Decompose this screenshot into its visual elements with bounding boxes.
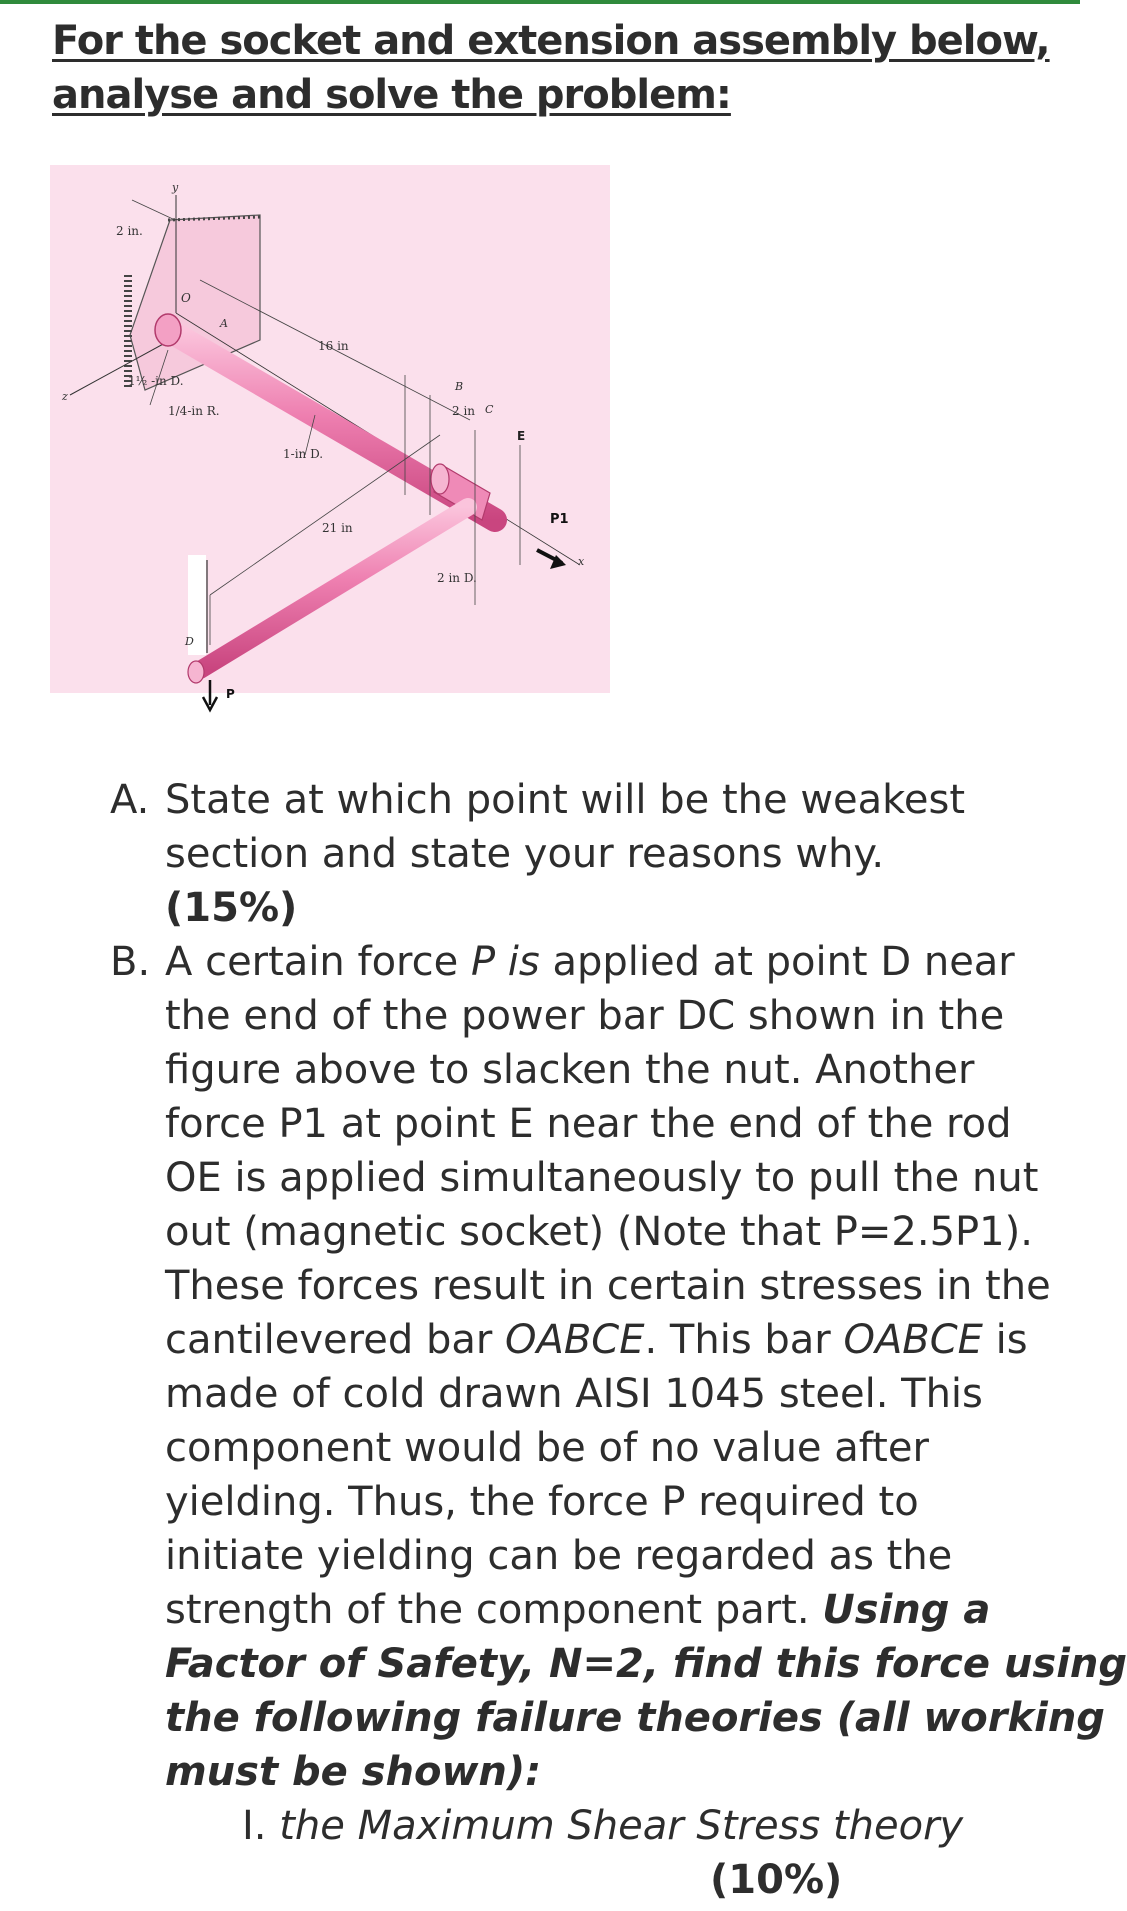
assembly-diagram <box>50 165 610 701</box>
page-heading <box>52 14 1050 122</box>
label-point-b: B <box>455 380 464 393</box>
part-b-line-7: These forces result in certain stresses in the <box>165 1263 1051 1309</box>
part-b-line-9: made of cold drawn AISI 1045 steel. This <box>165 1371 983 1417</box>
label-2in: 2 in. <box>116 224 143 238</box>
part-a-line-1: State at which point will be the weakest <box>165 777 966 823</box>
part-b-line-1: A certain force P is applied at point D near <box>165 939 1015 985</box>
label-point-c: C <box>485 403 494 416</box>
label-y-axis: y <box>172 181 179 194</box>
label-point-a: A <box>220 317 228 330</box>
top-accent-bar <box>0 0 1080 4</box>
part-b-line-12: initiate yielding can be regarded as the <box>165 1533 953 1579</box>
label-force-p1: P1 <box>550 512 569 527</box>
label-1in-d: 1-in D. <box>283 447 324 461</box>
label-quarter-in-r: 1/4-in R. <box>168 404 220 418</box>
label-16in: 16 in <box>318 339 349 353</box>
label-point-e: E <box>517 429 526 443</box>
part-b-line-4: force P1 at point E near the end of the rod <box>165 1101 1012 1147</box>
label-1-5in-d: 1½ -in D. <box>128 374 184 388</box>
heading-line-2: analyse and solve the problem: <box>52 72 731 118</box>
label-point-o: O <box>181 291 191 305</box>
part-a <box>110 773 1040 935</box>
label-2in-d: 2 in D. <box>437 571 477 585</box>
part-b <box>110 935 1127 1799</box>
part-a-percent: (15%) <box>165 885 298 931</box>
sub-item-marker: I. <box>242 1803 267 1849</box>
dim-21in-line <box>210 435 440 595</box>
sub-item-i <box>110 1799 1040 1853</box>
part-b-line-15: the following failure theories (all working <box>165 1695 1105 1741</box>
socket-extension-figure <box>50 165 610 701</box>
label-21in: 21 in <box>322 521 353 535</box>
part-b-line-14: Factor of Safety, N=2, find this force using <box>165 1641 1127 1687</box>
part-b-line-13: strength of the component part. Using a <box>165 1587 991 1633</box>
label-force-p: P <box>226 687 235 701</box>
label-x-axis: x <box>578 555 585 568</box>
sub-item-text: the Maximum Shear Stress theory <box>279 1803 964 1849</box>
part-b-line-16: must be shown): <box>165 1749 542 1795</box>
part-a-marker: A. <box>110 777 150 823</box>
part-b-line-6: out (magnetic socket) (Note that P=2.5P1). <box>165 1209 1033 1255</box>
question-body <box>110 773 1127 1907</box>
label-point-d: D <box>185 635 194 648</box>
part-a-line-2: section and state your reasons why. <box>165 831 885 877</box>
part-b-line-5: OE is applied simultaneously to pull the nut <box>165 1155 1039 1201</box>
heading-line-1: For the socket and extension assembly below, <box>52 18 1050 64</box>
rod-end-o <box>155 314 181 346</box>
label-2in-bc: 2 in <box>452 404 476 418</box>
sub-item-percent: (10%) <box>710 1857 843 1903</box>
part-b-line-10: component would be of no value after <box>165 1425 929 1471</box>
label-z-axis: z <box>62 390 68 403</box>
bar-end-d <box>188 661 204 683</box>
part-b-marker: B. <box>110 939 151 985</box>
part-b-line-8: cantilevered bar OABCE. This bar OABCE is <box>165 1317 1028 1363</box>
part-b-line-3: figure above to slacken the nut. Another <box>165 1047 975 1093</box>
part-b-line-11: yielding. Thus, the force P required to <box>165 1479 919 1525</box>
part-b-line-2: the end of the power bar DC shown in the <box>165 993 1005 1039</box>
